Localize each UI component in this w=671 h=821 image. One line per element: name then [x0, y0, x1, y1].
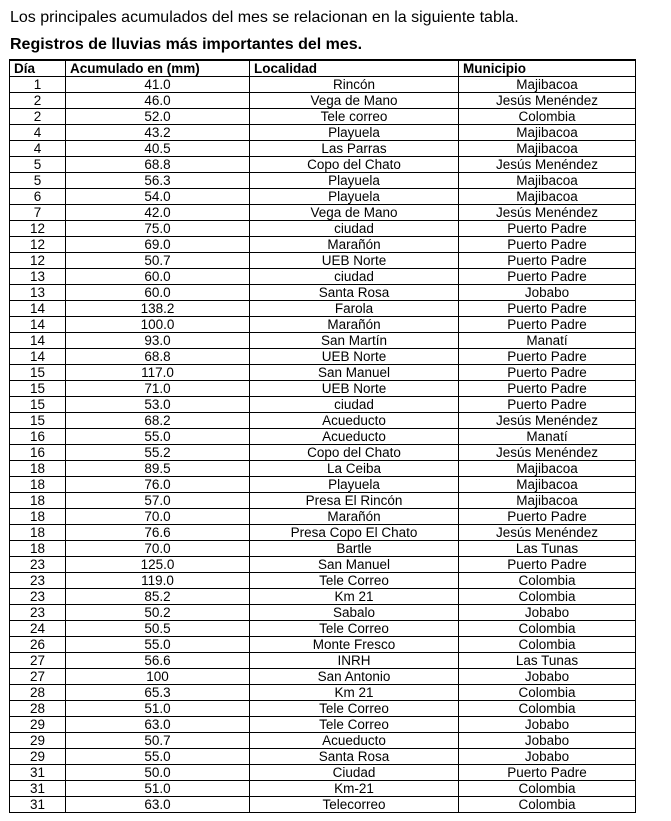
cell-municipio: Majibacoa [459, 477, 636, 493]
cell-localidad: UEB Norte [250, 381, 459, 397]
table-row [10, 157, 636, 173]
table-row [10, 557, 636, 573]
cell-dia: 1 [10, 77, 66, 93]
cell-municipio: Majibacoa [459, 189, 636, 205]
cell-dia: 13 [10, 285, 66, 301]
cell-acumulado: 50.5 [66, 621, 250, 637]
table-row [10, 333, 636, 349]
cell-dia: 28 [10, 685, 66, 701]
section-heading: Registros de lluvias más importantes del mes. [10, 36, 363, 53]
table-row [10, 733, 636, 749]
cell-municipio: Colombia [459, 781, 636, 797]
table-row [10, 685, 636, 701]
cell-municipio: Jesús Menéndez [459, 413, 636, 429]
cell-localidad: Telecorreo [250, 797, 459, 813]
cell-municipio: Puerto Padre [459, 381, 636, 397]
cell-dia: 26 [10, 637, 66, 653]
cell-localidad: Rincón [250, 77, 459, 93]
table-row [10, 285, 636, 301]
table-row [10, 301, 636, 317]
cell-municipio: Las Tunas [459, 653, 636, 669]
cell-acumulado: 71.0 [66, 381, 250, 397]
cell-localidad: ciudad [250, 221, 459, 237]
table-row [10, 493, 636, 509]
cell-acumulado: 138.2 [66, 301, 250, 317]
cell-localidad: Playuela [250, 189, 459, 205]
cell-localidad: San Manuel [250, 557, 459, 573]
cell-dia: 15 [10, 397, 66, 413]
table-row [10, 701, 636, 717]
cell-municipio: Colombia [459, 589, 636, 605]
cell-localidad: Tele Correo [250, 573, 459, 589]
cell-acumulado: 54.0 [66, 189, 250, 205]
cell-localidad: Santa Rosa [250, 285, 459, 301]
cell-acumulado: 100 [66, 669, 250, 685]
cell-acumulado: 119.0 [66, 573, 250, 589]
cell-dia: 4 [10, 125, 66, 141]
cell-municipio: Puerto Padre [459, 397, 636, 413]
table-row [10, 93, 636, 109]
cell-localidad: Marañón [250, 237, 459, 253]
cell-acumulado: 55.2 [66, 445, 250, 461]
table-row [10, 109, 636, 125]
cell-acumulado: 56.6 [66, 653, 250, 669]
cell-municipio: Jesús Menéndez [459, 525, 636, 541]
cell-municipio: Jesús Menéndez [459, 93, 636, 109]
cell-dia: 29 [10, 717, 66, 733]
cell-localidad: Presa Copo El Chato [250, 525, 459, 541]
cell-localidad: San Martín [250, 333, 459, 349]
cell-municipio: Puerto Padre [459, 221, 636, 237]
header-row [10, 60, 636, 77]
header-acumulado: Acumulado en (mm) [66, 60, 250, 77]
table-row [10, 605, 636, 621]
cell-dia: 16 [10, 445, 66, 461]
cell-dia: 14 [10, 333, 66, 349]
cell-localidad: Acueducto [250, 413, 459, 429]
table-row [10, 541, 636, 557]
cell-localidad: Acueducto [250, 733, 459, 749]
cell-acumulado: 53.0 [66, 397, 250, 413]
header-localidad: Localidad [250, 60, 459, 77]
table-row [10, 381, 636, 397]
cell-localidad: Tele Correo [250, 701, 459, 717]
cell-acumulado: 52.0 [66, 109, 250, 125]
cell-municipio: Jobabo [459, 733, 636, 749]
cell-localidad: Vega de Mano [250, 205, 459, 221]
table-body [10, 77, 636, 813]
cell-municipio: Puerto Padre [459, 557, 636, 573]
cell-acumulado: 57.0 [66, 493, 250, 509]
cell-dia: 12 [10, 237, 66, 253]
cell-municipio: Puerto Padre [459, 509, 636, 525]
table-row [10, 141, 636, 157]
table-row [10, 525, 636, 541]
cell-acumulado: 43.2 [66, 125, 250, 141]
cell-dia: 15 [10, 413, 66, 429]
table-row [10, 349, 636, 365]
cell-dia: 4 [10, 141, 66, 157]
cell-municipio: Colombia [459, 621, 636, 637]
cell-localidad: Bartle [250, 541, 459, 557]
cell-localidad: Playuela [250, 173, 459, 189]
cell-municipio: Majibacoa [459, 77, 636, 93]
cell-dia: 14 [10, 349, 66, 365]
cell-localidad: Tele Correo [250, 717, 459, 733]
cell-localidad: Km-21 [250, 781, 459, 797]
cell-acumulado: 41.0 [66, 77, 250, 93]
cell-municipio: Jobabo [459, 749, 636, 765]
cell-municipio: Puerto Padre [459, 365, 636, 381]
cell-municipio: Puerto Padre [459, 237, 636, 253]
cell-acumulado: 40.5 [66, 141, 250, 157]
table-row [10, 669, 636, 685]
cell-acumulado: 51.0 [66, 701, 250, 717]
table-row [10, 221, 636, 237]
cell-municipio: Puerto Padre [459, 765, 636, 781]
cell-municipio: Majibacoa [459, 493, 636, 509]
table-row [10, 413, 636, 429]
cell-localidad: Copo del Chato [250, 157, 459, 173]
cell-municipio: Jobabo [459, 285, 636, 301]
cell-municipio: Colombia [459, 797, 636, 813]
cell-municipio: Majibacoa [459, 461, 636, 477]
cell-dia: 14 [10, 317, 66, 333]
cell-municipio: Puerto Padre [459, 269, 636, 285]
cell-acumulado: 75.0 [66, 221, 250, 237]
cell-localidad: Santa Rosa [250, 749, 459, 765]
cell-dia: 31 [10, 797, 66, 813]
cell-municipio: Las Tunas [459, 541, 636, 557]
cell-acumulado: 65.3 [66, 685, 250, 701]
header-dia: Día [10, 60, 66, 77]
cell-localidad: Vega de Mano [250, 93, 459, 109]
cell-acumulado: 42.0 [66, 205, 250, 221]
cell-acumulado: 70.0 [66, 541, 250, 557]
cell-acumulado: 50.0 [66, 765, 250, 781]
table-row [10, 397, 636, 413]
cell-localidad: Monte Fresco [250, 637, 459, 653]
table-row [10, 125, 636, 141]
table-row [10, 589, 636, 605]
cell-dia: 27 [10, 653, 66, 669]
cell-municipio: Jobabo [459, 669, 636, 685]
cell-dia: 29 [10, 749, 66, 765]
table-row [10, 269, 636, 285]
table-row [10, 253, 636, 269]
table-row [10, 781, 636, 797]
cell-dia: 12 [10, 253, 66, 269]
cell-localidad: Acueducto [250, 429, 459, 445]
cell-dia: 15 [10, 365, 66, 381]
intro-text: Los principales acumulados del mes se relacionan en la siguiente tabla. [10, 9, 519, 26]
cell-dia: 7 [10, 205, 66, 221]
cell-localidad: ciudad [250, 269, 459, 285]
cell-localidad: UEB Norte [250, 349, 459, 365]
cell-localidad: Playuela [250, 125, 459, 141]
cell-localidad: Copo del Chato [250, 445, 459, 461]
table-row [10, 765, 636, 781]
cell-dia: 18 [10, 509, 66, 525]
cell-dia: 18 [10, 525, 66, 541]
table-row [10, 653, 636, 669]
cell-localidad: La Ceiba [250, 461, 459, 477]
cell-acumulado: 51.0 [66, 781, 250, 797]
cell-acumulado: 50.7 [66, 733, 250, 749]
cell-municipio: Jesús Menéndez [459, 205, 636, 221]
cell-localidad: ciudad [250, 397, 459, 413]
table-row [10, 509, 636, 525]
cell-municipio: Majibacoa [459, 141, 636, 157]
cell-dia: 18 [10, 477, 66, 493]
cell-municipio: Colombia [459, 701, 636, 717]
cell-acumulado: 70.0 [66, 509, 250, 525]
cell-localidad: Km 21 [250, 685, 459, 701]
cell-localidad: Tele correo [250, 109, 459, 125]
cell-acumulado: 63.0 [66, 797, 250, 813]
cell-acumulado: 50.2 [66, 605, 250, 621]
cell-municipio: Jesús Menéndez [459, 445, 636, 461]
cell-acumulado: 100.0 [66, 317, 250, 333]
table-row [10, 461, 636, 477]
cell-acumulado: 63.0 [66, 717, 250, 733]
table-row [10, 797, 636, 813]
cell-dia: 18 [10, 541, 66, 557]
cell-dia: 5 [10, 157, 66, 173]
cell-localidad: Playuela [250, 477, 459, 493]
table-row [10, 77, 636, 93]
table-row [10, 637, 636, 653]
table-row [10, 365, 636, 381]
cell-acumulado: 68.2 [66, 413, 250, 429]
cell-dia: 15 [10, 381, 66, 397]
cell-acumulado: 68.8 [66, 157, 250, 173]
header-municipio: Municipio [459, 60, 636, 77]
cell-municipio: Majibacoa [459, 173, 636, 189]
cell-acumulado: 125.0 [66, 557, 250, 573]
cell-municipio: Colombia [459, 685, 636, 701]
cell-acumulado: 55.0 [66, 637, 250, 653]
cell-dia: 27 [10, 669, 66, 685]
cell-dia: 6 [10, 189, 66, 205]
cell-acumulado: 68.8 [66, 349, 250, 365]
cell-dia: 31 [10, 765, 66, 781]
cell-acumulado: 117.0 [66, 365, 250, 381]
table-row [10, 317, 636, 333]
table-row [10, 189, 636, 205]
cell-localidad: Marañón [250, 317, 459, 333]
cell-municipio: Puerto Padre [459, 317, 636, 333]
cell-localidad: Presa El Rincón [250, 493, 459, 509]
cell-dia: 23 [10, 557, 66, 573]
table-row [10, 237, 636, 253]
cell-dia: 2 [10, 93, 66, 109]
cell-dia: 18 [10, 493, 66, 509]
cell-dia: 28 [10, 701, 66, 717]
table-row [10, 749, 636, 765]
cell-localidad: Las Parras [250, 141, 459, 157]
cell-municipio: Manatí [459, 333, 636, 349]
cell-dia: 29 [10, 733, 66, 749]
table-row [10, 173, 636, 189]
cell-acumulado: 76.6 [66, 525, 250, 541]
cell-localidad: Farola [250, 301, 459, 317]
cell-localidad: San Manuel [250, 365, 459, 381]
cell-municipio: Jobabo [459, 717, 636, 733]
table-row [10, 573, 636, 589]
rainfall-table [9, 59, 636, 813]
cell-acumulado: 55.0 [66, 749, 250, 765]
cell-dia: 23 [10, 573, 66, 589]
cell-acumulado: 76.0 [66, 477, 250, 493]
table-header [10, 60, 636, 77]
cell-acumulado: 69.0 [66, 237, 250, 253]
cell-dia: 2 [10, 109, 66, 125]
cell-acumulado: 93.0 [66, 333, 250, 349]
cell-municipio: Jobabo [459, 605, 636, 621]
cell-municipio: Puerto Padre [459, 301, 636, 317]
cell-dia: 12 [10, 221, 66, 237]
cell-acumulado: 60.0 [66, 269, 250, 285]
cell-dia: 31 [10, 781, 66, 797]
table-row [10, 621, 636, 637]
cell-municipio: Colombia [459, 573, 636, 589]
cell-localidad: Sabalo [250, 605, 459, 621]
cell-localidad: Ciudad [250, 765, 459, 781]
cell-acumulado: 50.7 [66, 253, 250, 269]
cell-acumulado: 56.3 [66, 173, 250, 189]
cell-acumulado: 85.2 [66, 589, 250, 605]
cell-localidad: Tele Correo [250, 621, 459, 637]
cell-acumulado: 89.5 [66, 461, 250, 477]
cell-dia: 24 [10, 621, 66, 637]
cell-municipio: Colombia [459, 109, 636, 125]
cell-localidad: INRH [250, 653, 459, 669]
table-row [10, 205, 636, 221]
cell-dia: 18 [10, 461, 66, 477]
cell-localidad: Km 21 [250, 589, 459, 605]
cell-municipio: Jesús Menéndez [459, 157, 636, 173]
cell-dia: 16 [10, 429, 66, 445]
cell-dia: 14 [10, 301, 66, 317]
cell-municipio: Manatí [459, 429, 636, 445]
cell-acumulado: 46.0 [66, 93, 250, 109]
cell-localidad: San Antonio [250, 669, 459, 685]
cell-municipio: Majibacoa [459, 125, 636, 141]
cell-dia: 23 [10, 605, 66, 621]
table-row [10, 717, 636, 733]
cell-localidad: Marañón [250, 509, 459, 525]
cell-acumulado: 55.0 [66, 429, 250, 445]
cell-dia: 13 [10, 269, 66, 285]
table-row [10, 429, 636, 445]
table-row [10, 445, 636, 461]
cell-municipio: Puerto Padre [459, 349, 636, 365]
cell-municipio: Puerto Padre [459, 253, 636, 269]
cell-acumulado: 60.0 [66, 285, 250, 301]
cell-municipio: Colombia [459, 637, 636, 653]
cell-dia: 23 [10, 589, 66, 605]
cell-dia: 5 [10, 173, 66, 189]
table-row [10, 477, 636, 493]
cell-localidad: UEB Norte [250, 253, 459, 269]
